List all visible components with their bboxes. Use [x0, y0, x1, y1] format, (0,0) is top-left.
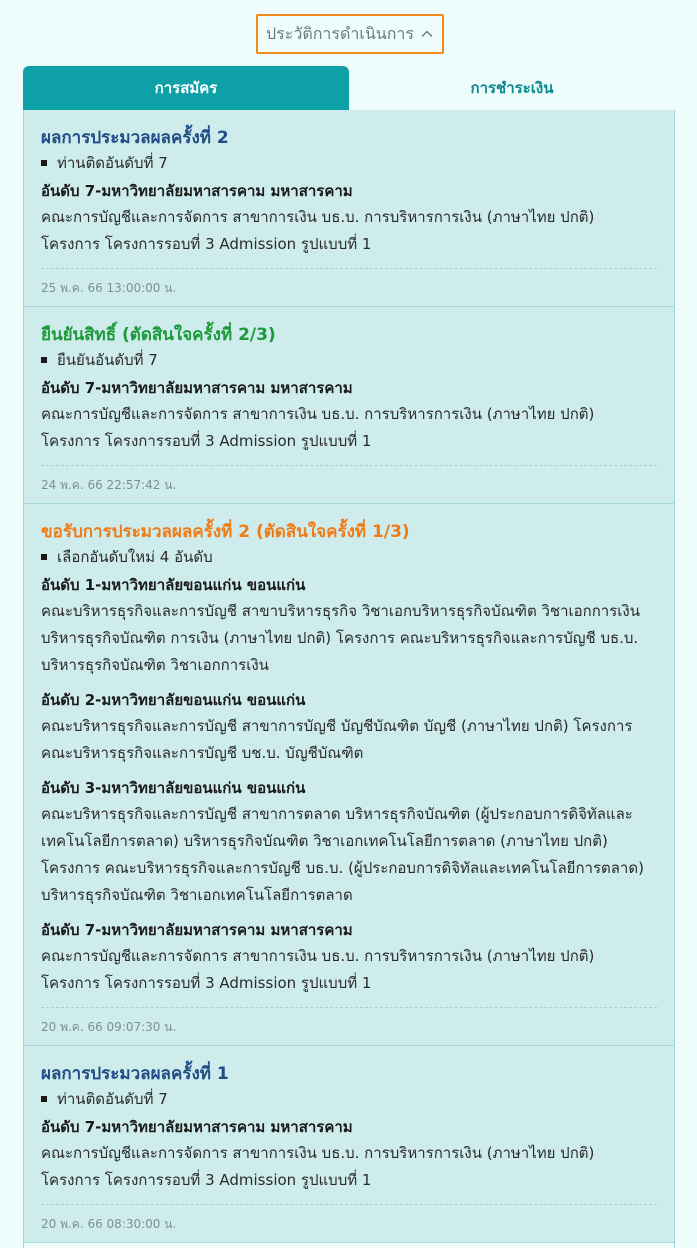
entry-title: ผลการประมวลผลครั้งที่ 2 [41, 128, 229, 148]
history-toggle-label: ประวัติการดำเนินการ [266, 23, 414, 43]
choice-description: คณะการบัญชีและการจัดการ สาขาการเงิน บธ.บ. การบริหารการเงิน (ภาษาไทย ปกติ) โครงการ โครงการรอบที่ 3 Admission รูปแบบที่ 1 [41, 208, 595, 253]
history-toggle-button[interactable] [256, 14, 444, 54]
choice-title: อันดับ 3-มหาวิทยาลัยขอนแก่น ขอนแก่น [41, 779, 306, 797]
choice-title: อันดับ 7-มหาวิทยาลัยมหาสารคาม มหาสารคาม [41, 1118, 353, 1136]
bullet-icon [41, 554, 47, 560]
history-entry [24, 307, 674, 504]
tab-bar [23, 66, 675, 110]
entry-status-text: ท่านติดอันดับที่ 7 [57, 1090, 168, 1108]
choice-item [41, 178, 657, 258]
bullet-icon [41, 160, 47, 166]
entry-title: ยืนยันสิทธิ์ (ตัดสินใจครั้งที่ 2/3) [41, 325, 276, 345]
choice-item [41, 917, 657, 997]
history-entry [24, 504, 674, 1046]
choice-title: อันดับ 2-มหาวิทยาลัยขอนแก่น ขอนแก่น [41, 691, 306, 709]
entry-status [41, 1086, 657, 1112]
choice-title: อันดับ 7-มหาวิทยาลัยมหาสารคาม มหาสารคาม [41, 182, 353, 200]
choice-description: คณะการบัญชีและการจัดการ สาขาการเงิน บธ.บ. การบริหารการเงิน (ภาษาไทย ปกติ) โครงการ โครงการรอบที่ 3 Admission รูปแบบที่ 1 [41, 405, 595, 450]
choice-title: อันดับ 7-มหาวิทยาลัยมหาสารคาม มหาสารคาม [41, 921, 353, 939]
choice-description: คณะบริหารธุรกิจและการบัญชี สาขาการตลาด บริหารธุรกิจบัณฑิต (ผู้ประกอบการดิจิทัลและเทคโนโลยีการตลาด) บริหารธุรกิจบัณฑิต วิชาเอกเทคโนโลยีการตลาด (ภาษาไทย ปกติ) โครงการ คณะบริหารธุรกิจและการบัญชี บธ.บ. (ผู้ประกอบการดิจิทัลและเทคโนโลยีการตลาด) บริหารธุรกิจบัณฑิต วิชาเอกเทคโนโลยีการตลาด [41, 805, 644, 904]
entry-date: 20 พ.ค. 66 08:30:00 น. [41, 1204, 657, 1242]
entry-date: 24 พ.ค. 66 22:57:42 น. [41, 465, 657, 503]
entry-status [41, 544, 657, 570]
entry-date: 20 พ.ค. 66 09:07:30 น. [41, 1007, 657, 1045]
entry-status [41, 347, 657, 373]
tab-payment[interactable]: การชำระเงิน [470, 79, 554, 97]
choice-item [41, 375, 657, 455]
bullet-icon [41, 1096, 47, 1102]
entry-status [41, 150, 657, 176]
choice-item [41, 775, 657, 909]
history-entry [24, 110, 674, 307]
entry-date: 25 พ.ค. 66 13:00:00 น. [41, 268, 657, 306]
choice-title: อันดับ 7-มหาวิทยาลัยมหาสารคาม มหาสารคาม [41, 379, 353, 397]
bullet-icon [41, 357, 47, 363]
choice-description: คณะบริหารธุรกิจและการบัญชี สาขาการบัญชี บัญชีบัณฑิต บัญชี (ภาษาไทย ปกติ) โครงการ คณะบริหารธุรกิจและการบัญชี บช.บ. บัญชีบัณฑิต [41, 717, 633, 762]
choice-title: อันดับ 1-มหาวิทยาลัยขอนแก่น ขอนแก่น [41, 576, 306, 594]
choice-description: คณะการบัญชีและการจัดการ สาขาการเงิน บธ.บ. การบริหารการเงิน (ภาษาไทย ปกติ) โครงการ โครงการรอบที่ 3 Admission รูปแบบที่ 1 [41, 947, 595, 992]
entry-status-text: ยืนยันอันดับที่ 7 [57, 351, 158, 369]
choice-item [41, 687, 657, 767]
choice-description: คณะบริหารธุรกิจและการบัญชี สาขาบริหารธุรกิจ วิชาเอกบริหารธุรกิจบัณฑิต วิชาเอกการเงิน บริหารธุรกิจบัณฑิต การเงิน (ภาษาไทย ปกติ) โครงการ คณะบริหารธุรกิจและการบัญชี บธ.บ. บริหารธุรกิจบัณฑิต วิชาเอกการเงิน [41, 602, 640, 674]
entry-status-text: เลือกอันดับใหม่ 4 อันดับ [57, 548, 213, 566]
entry-status-text: ท่านติดอันดับที่ 7 [57, 154, 168, 172]
choice-item [41, 572, 657, 679]
choice-description: คณะการบัญชีและการจัดการ สาขาการเงิน บธ.บ. การบริหารการเงิน (ภาษาไทย ปกติ) โครงการ โครงการรอบที่ 3 Admission รูปแบบที่ 1 [41, 1144, 595, 1189]
entry-title: ผลการประมวลผลครั้งที่ 1 [41, 1064, 229, 1084]
history-list [23, 110, 675, 1248]
history-entry [24, 1046, 674, 1243]
tab-application[interactable]: การสมัคร [23, 66, 349, 110]
chevron-up-icon [420, 27, 434, 41]
choice-item [41, 1114, 657, 1194]
entry-title: ขอรับการประมวลผลครั้งที่ 2 (ตัดสินใจครั้งที่ 1/3) [41, 522, 410, 542]
